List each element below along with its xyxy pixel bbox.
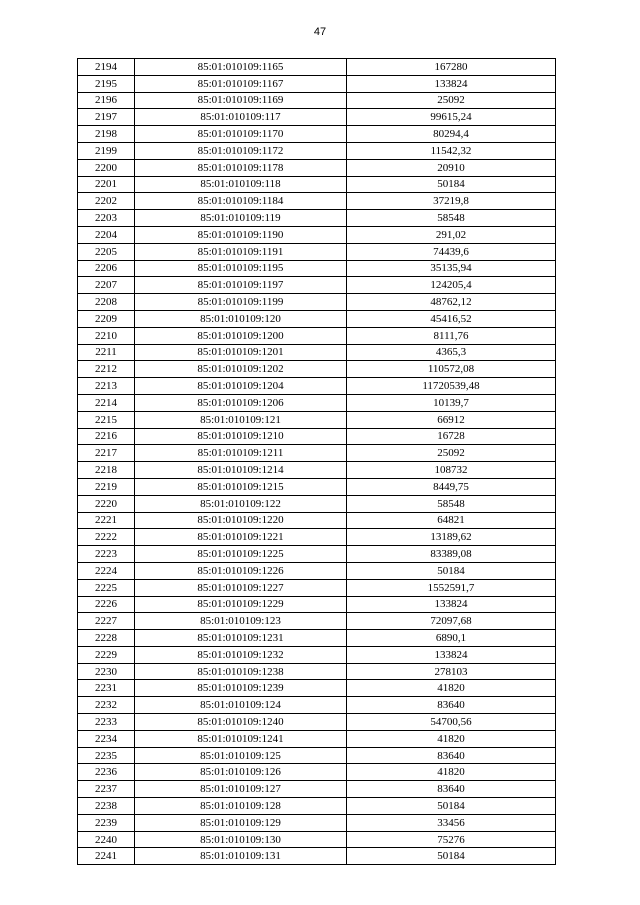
- row-number-cell: 2217: [78, 445, 135, 462]
- table-row: [78, 210, 556, 227]
- page-number: 47: [313, 26, 327, 38]
- cadastral-number-cell: 85:01:010109:119: [135, 210, 347, 227]
- value-cell: 278103: [347, 663, 556, 680]
- value-cell: 41820: [347, 730, 556, 747]
- row-number-cell: 2195: [78, 75, 135, 92]
- row-number-cell: 2198: [78, 126, 135, 143]
- cadastral-number-cell: 85:01:010109:128: [135, 798, 347, 815]
- cadastral-number-cell: 85:01:010109:1199: [135, 294, 347, 311]
- cadastral-number-cell: 85:01:010109:1170: [135, 126, 347, 143]
- table-row: [78, 260, 556, 277]
- cadastral-number-cell: 85:01:010109:1232: [135, 646, 347, 663]
- table-row: [78, 445, 556, 462]
- value-cell: 35135,94: [347, 260, 556, 277]
- cadastral-number-cell: 85:01:010109:117: [135, 109, 347, 126]
- table-row: [78, 361, 556, 378]
- value-cell: 83389,08: [347, 546, 556, 563]
- cadastral-number-cell: 85:01:010109:118: [135, 176, 347, 193]
- cadastral-number-cell: 85:01:010109:1221: [135, 529, 347, 546]
- table-row: [78, 428, 556, 445]
- row-number-cell: 2238: [78, 798, 135, 815]
- cadastral-number-cell: 85:01:010109:126: [135, 764, 347, 781]
- value-cell: 133824: [347, 75, 556, 92]
- cadastral-number-cell: 85:01:010109:1231: [135, 630, 347, 647]
- table-row: [78, 411, 556, 428]
- cadastral-number-cell: 85:01:010109:1178: [135, 159, 347, 176]
- table-row: [78, 495, 556, 512]
- table-body: [78, 59, 556, 865]
- cadastral-number-cell: 85:01:010109:123: [135, 613, 347, 630]
- row-number-cell: 2225: [78, 579, 135, 596]
- row-number-cell: 2196: [78, 92, 135, 109]
- row-number-cell: 2220: [78, 495, 135, 512]
- cadastral-number-cell: 85:01:010109:1215: [135, 478, 347, 495]
- row-number-cell: 2233: [78, 714, 135, 731]
- cadastral-number-cell: 85:01:010109:1227: [135, 579, 347, 596]
- table-row: [78, 529, 556, 546]
- row-number-cell: 2197: [78, 109, 135, 126]
- row-number-cell: 2232: [78, 697, 135, 714]
- table-row: [78, 697, 556, 714]
- row-number-cell: 2209: [78, 310, 135, 327]
- cadastral-number-cell: 85:01:010109:125: [135, 747, 347, 764]
- value-cell: 54700,56: [347, 714, 556, 731]
- table-row: [78, 663, 556, 680]
- table-row: [78, 75, 556, 92]
- row-number-cell: 2222: [78, 529, 135, 546]
- cadastral-number-cell: 85:01:010109:1226: [135, 562, 347, 579]
- row-number-cell: 2203: [78, 210, 135, 227]
- table-row: [78, 831, 556, 848]
- cadastral-number-cell: 85:01:010109:1211: [135, 445, 347, 462]
- row-number-cell: 2200: [78, 159, 135, 176]
- row-number-cell: 2210: [78, 327, 135, 344]
- cadastral-number-cell: 85:01:010109:1165: [135, 59, 347, 76]
- value-cell: 48762,12: [347, 294, 556, 311]
- table-row: [78, 798, 556, 815]
- row-number-cell: 2229: [78, 646, 135, 663]
- value-cell: 1552591,7: [347, 579, 556, 596]
- value-cell: 33456: [347, 814, 556, 831]
- table-row: [78, 394, 556, 411]
- row-number-cell: 2239: [78, 814, 135, 831]
- cadastral-number-cell: 85:01:010109:1169: [135, 92, 347, 109]
- cadastral-number-cell: 85:01:010109:1202: [135, 361, 347, 378]
- table-row: [78, 294, 556, 311]
- cadastral-number-cell: 85:01:010109:1200: [135, 327, 347, 344]
- value-cell: 124205,4: [347, 277, 556, 294]
- table-row: [78, 378, 556, 395]
- row-number-cell: 2234: [78, 730, 135, 747]
- table-row: [78, 159, 556, 176]
- cadastral-number-cell: 85:01:010109:121: [135, 411, 347, 428]
- row-number-cell: 2235: [78, 747, 135, 764]
- table-row: [78, 193, 556, 210]
- value-cell: 75276: [347, 831, 556, 848]
- row-number-cell: 2236: [78, 764, 135, 781]
- value-cell: 41820: [347, 764, 556, 781]
- value-cell: 83640: [347, 697, 556, 714]
- value-cell: 13189,62: [347, 529, 556, 546]
- row-number-cell: 2206: [78, 260, 135, 277]
- row-number-cell: 2215: [78, 411, 135, 428]
- cadastral-number-cell: 85:01:010109:1241: [135, 730, 347, 747]
- table-row: [78, 781, 556, 798]
- cadastral-number-cell: 85:01:010109:1184: [135, 193, 347, 210]
- row-number-cell: 2230: [78, 663, 135, 680]
- cadastral-number-cell: 85:01:010109:1167: [135, 75, 347, 92]
- value-cell: 25092: [347, 92, 556, 109]
- value-cell: 83640: [347, 747, 556, 764]
- row-number-cell: 2231: [78, 680, 135, 697]
- value-cell: 11720539,48: [347, 378, 556, 395]
- value-cell: 83640: [347, 781, 556, 798]
- row-number-cell: 2227: [78, 613, 135, 630]
- table-row: [78, 646, 556, 663]
- value-cell: 6890,1: [347, 630, 556, 647]
- value-cell: 20910: [347, 159, 556, 176]
- row-number-cell: 2224: [78, 562, 135, 579]
- value-cell: 64821: [347, 512, 556, 529]
- table-row: [78, 814, 556, 831]
- cadastral-number-cell: 85:01:010109:1210: [135, 428, 347, 445]
- table-row: [78, 327, 556, 344]
- table-row: [78, 714, 556, 731]
- value-cell: 108732: [347, 462, 556, 479]
- cadastral-number-cell: 85:01:010109:124: [135, 697, 347, 714]
- table-row: [78, 142, 556, 159]
- value-cell: 133824: [347, 596, 556, 613]
- cadastral-number-cell: 85:01:010109:120: [135, 310, 347, 327]
- row-number-cell: 2237: [78, 781, 135, 798]
- value-cell: 10139,7: [347, 394, 556, 411]
- cadastral-number-cell: 85:01:010109:1214: [135, 462, 347, 479]
- table-row: [78, 579, 556, 596]
- cadastral-number-cell: 85:01:010109:1195: [135, 260, 347, 277]
- value-cell: 66912: [347, 411, 556, 428]
- row-number-cell: 2204: [78, 226, 135, 243]
- value-cell: 45416,52: [347, 310, 556, 327]
- table-row: [78, 92, 556, 109]
- cadastral-number-cell: 85:01:010109:1190: [135, 226, 347, 243]
- row-number-cell: 2223: [78, 546, 135, 563]
- row-number-cell: 2219: [78, 478, 135, 495]
- value-cell: 50184: [347, 176, 556, 193]
- cadastral-value-table: [77, 58, 556, 865]
- cadastral-number-cell: 85:01:010109:1201: [135, 344, 347, 361]
- value-cell: 99615,24: [347, 109, 556, 126]
- cadastral-number-cell: 85:01:010109:1197: [135, 277, 347, 294]
- row-number-cell: 2218: [78, 462, 135, 479]
- value-cell: 50184: [347, 562, 556, 579]
- cadastral-number-cell: 85:01:010109:1206: [135, 394, 347, 411]
- row-number-cell: 2213: [78, 378, 135, 395]
- value-cell: 37219,8: [347, 193, 556, 210]
- table-row: [78, 562, 556, 579]
- value-cell: 80294,4: [347, 126, 556, 143]
- value-cell: 72097,68: [347, 613, 556, 630]
- row-number-cell: 2214: [78, 394, 135, 411]
- value-cell: 8449,75: [347, 478, 556, 495]
- cadastral-number-cell: 85:01:010109:129: [135, 814, 347, 831]
- value-cell: 133824: [347, 646, 556, 663]
- value-cell: 25092: [347, 445, 556, 462]
- table-row: [78, 277, 556, 294]
- row-number-cell: 2240: [78, 831, 135, 848]
- value-cell: 16728: [347, 428, 556, 445]
- table-row: [78, 310, 556, 327]
- cadastral-number-cell: 85:01:010109:1240: [135, 714, 347, 731]
- cadastral-number-cell: 85:01:010109:1204: [135, 378, 347, 395]
- value-cell: 4365,3: [347, 344, 556, 361]
- value-cell: 110572,08: [347, 361, 556, 378]
- table-row: [78, 630, 556, 647]
- table-row: [78, 512, 556, 529]
- row-number-cell: 2241: [78, 848, 135, 865]
- cadastral-number-cell: 85:01:010109:1238: [135, 663, 347, 680]
- value-cell: 74439,6: [347, 243, 556, 260]
- value-cell: 50184: [347, 848, 556, 865]
- cadastral-number-cell: 85:01:010109:127: [135, 781, 347, 798]
- value-cell: 167280: [347, 59, 556, 76]
- row-number-cell: 2221: [78, 512, 135, 529]
- table-row: [78, 226, 556, 243]
- table-row: [78, 848, 556, 865]
- cadastral-number-cell: 85:01:010109:1172: [135, 142, 347, 159]
- table-row: [78, 176, 556, 193]
- table-row: [78, 243, 556, 260]
- cadastral-number-cell: 85:01:010109:130: [135, 831, 347, 848]
- value-cell: 58548: [347, 210, 556, 227]
- table-row: [78, 59, 556, 76]
- value-cell: 58548: [347, 495, 556, 512]
- row-number-cell: 2211: [78, 344, 135, 361]
- row-number-cell: 2226: [78, 596, 135, 613]
- row-number-cell: 2205: [78, 243, 135, 260]
- table-row: [78, 730, 556, 747]
- cadastral-number-cell: 85:01:010109:1239: [135, 680, 347, 697]
- row-number-cell: 2199: [78, 142, 135, 159]
- value-cell: 41820: [347, 680, 556, 697]
- cadastral-number-cell: 85:01:010109:122: [135, 495, 347, 512]
- row-number-cell: 2202: [78, 193, 135, 210]
- row-number-cell: 2194: [78, 59, 135, 76]
- table-row: [78, 747, 556, 764]
- row-number-cell: 2208: [78, 294, 135, 311]
- table-row: [78, 546, 556, 563]
- value-cell: 50184: [347, 798, 556, 815]
- cadastral-number-cell: 85:01:010109:1191: [135, 243, 347, 260]
- table-row: [78, 462, 556, 479]
- row-number-cell: 2212: [78, 361, 135, 378]
- value-cell: 11542,32: [347, 142, 556, 159]
- cadastral-number-cell: 85:01:010109:1229: [135, 596, 347, 613]
- row-number-cell: 2201: [78, 176, 135, 193]
- table-row: [78, 764, 556, 781]
- cadastral-number-cell: 85:01:010109:131: [135, 848, 347, 865]
- table-row: [78, 680, 556, 697]
- table-row: [78, 109, 556, 126]
- row-number-cell: 2228: [78, 630, 135, 647]
- row-number-cell: 2207: [78, 277, 135, 294]
- table-row: [78, 126, 556, 143]
- cadastral-number-cell: 85:01:010109:1220: [135, 512, 347, 529]
- value-cell: 291,02: [347, 226, 556, 243]
- table-row: [78, 596, 556, 613]
- value-cell: 8111,76: [347, 327, 556, 344]
- table-row: [78, 613, 556, 630]
- row-number-cell: 2216: [78, 428, 135, 445]
- table-row: [78, 478, 556, 495]
- table-row: [78, 344, 556, 361]
- cadastral-number-cell: 85:01:010109:1225: [135, 546, 347, 563]
